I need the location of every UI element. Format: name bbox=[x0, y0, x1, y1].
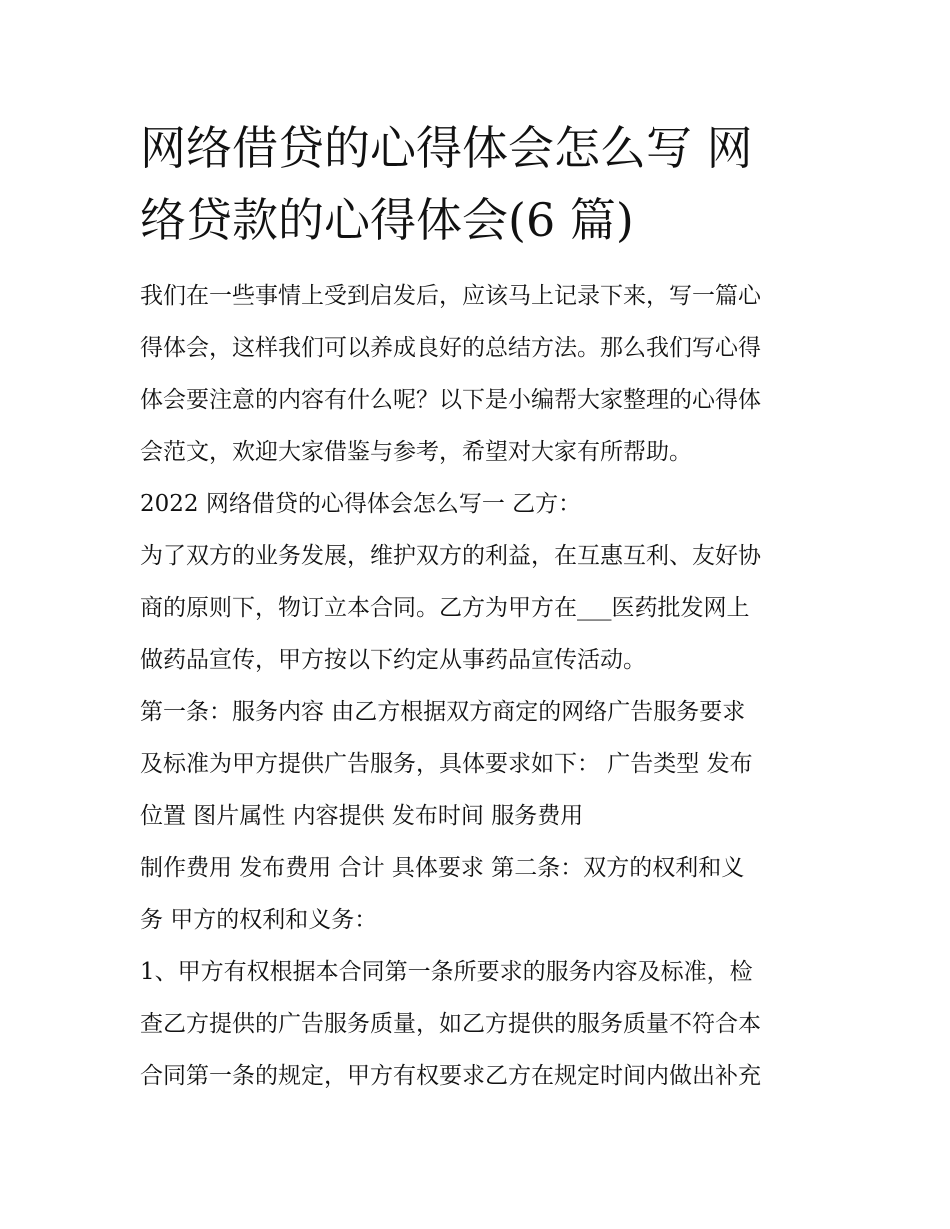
text-line: 我们在一些事情上受到启发后，应该马上记录下来，写一篇心 bbox=[140, 283, 761, 309]
text-line: 位置 图片属性 内容提供 发布时间 服务费用 bbox=[140, 803, 584, 829]
text-line: 查乙方提供的广告服务质量，如乙方提供的服务质量不符合本 bbox=[140, 1011, 761, 1037]
document-body bbox=[140, 112, 815, 1102]
text-line: 第一条：服务内容 由乙方根据双方商定的网络广告服务要求 bbox=[140, 699, 746, 725]
text-line: 为了双方的业务发展，维护双方的利益，在互惠互利、友好协 bbox=[140, 543, 761, 569]
text-line: 1、甲方有权根据本合同第一条所要求的服务内容及标准，检 bbox=[140, 959, 753, 985]
text-line: 及标准为甲方提供广告服务，具体要求如下： 广告类型 发布 bbox=[140, 751, 753, 777]
text-line: 体会要注意的内容有什么呢？以下是小编帮大家整理的心得体 bbox=[140, 387, 761, 413]
text-line: 制作费用 发布费用 合计 具体要求 第二条：双方的权利和义 bbox=[140, 855, 745, 881]
text-line: 务 甲方的权利和义务： bbox=[140, 907, 378, 933]
text-line: 商的原则下，物订立本合同。乙方为甲方在___医药批发网上 bbox=[140, 595, 750, 621]
document-title bbox=[140, 112, 815, 256]
document-text bbox=[140, 270, 815, 1102]
text-line: 会范文，欢迎大家借鉴与参考，希望对大家有所帮助。 bbox=[140, 439, 692, 465]
text-line: 2022 网络借贷的心得体会怎么写一 乙方： bbox=[140, 491, 582, 517]
text-line: 得体会，这样我们可以养成良好的总结方法。那么我们写心得 bbox=[140, 335, 761, 361]
title-line-1: 网络借贷的心得体会怎么写 网 bbox=[140, 121, 753, 175]
title-line-2: 络贷款的心得体会(6 篇) bbox=[140, 193, 634, 247]
text-line: 合同第一条的规定，甲方有权要求乙方在规定时间内做出补充 bbox=[140, 1063, 761, 1089]
text-line: 做药品宣传，甲方按以下约定从事药品宣传活动。 bbox=[140, 647, 646, 673]
